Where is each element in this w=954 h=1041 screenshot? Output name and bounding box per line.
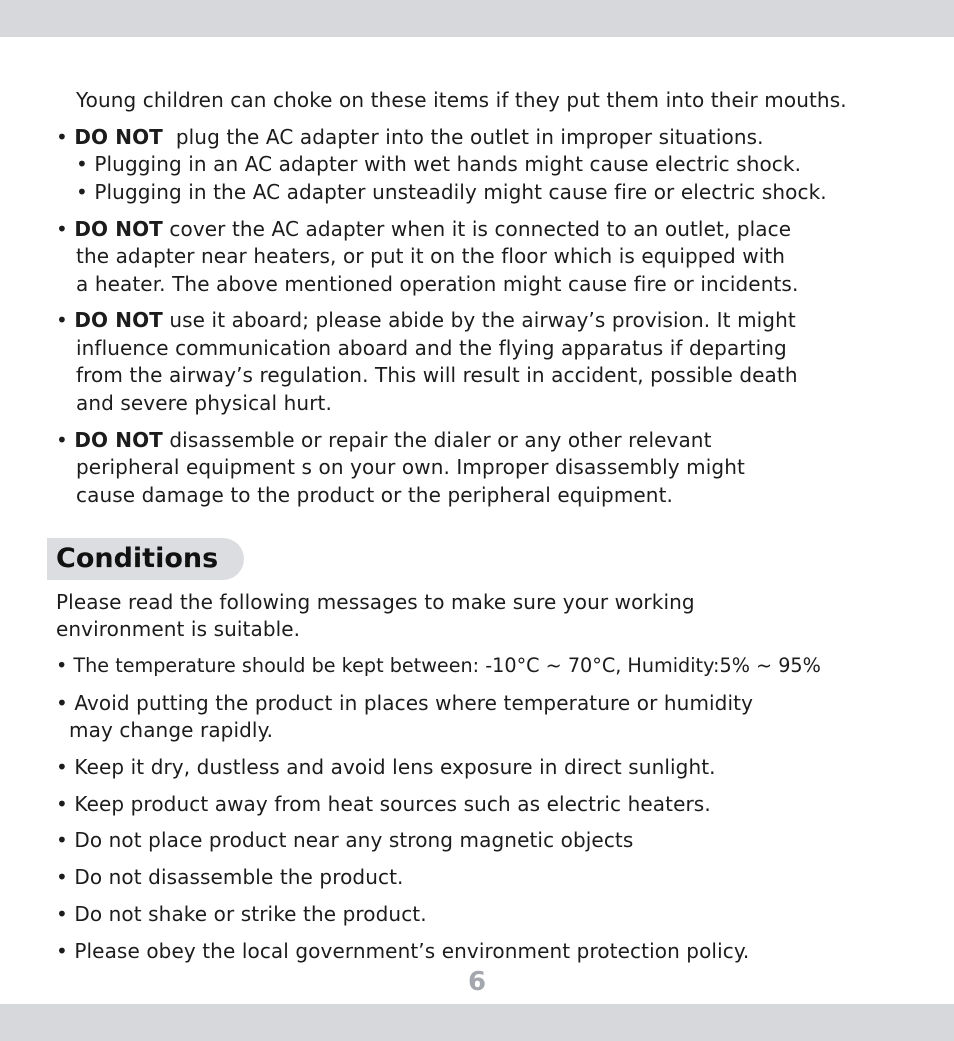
warning-aboard: • DO NOT use it aboard; please abide by the airway’s provision. It might <box>56 308 796 332</box>
warning-text-line: the adapter near heaters, or put it on the floor which is equipped with <box>76 244 786 268</box>
warning-sub-item: • Plugging in the AC adapter unsteadily might cause fire or electric shock. <box>76 180 827 204</box>
warning-text-line: from the airway’s regulation. This will result in accident, possible death <box>76 363 798 387</box>
page-number: 6 <box>467 967 487 997</box>
condition-item: • Keep product away from heat sources such as electric heaters. <box>56 792 711 816</box>
do-not-label: DO NOT <box>74 308 163 332</box>
condition-item: • Do not place product near any strong magnetic objects <box>56 828 634 852</box>
condition-item: • The temperature should be kept between: -10°C ~ 70°C, Humidity:5% ~ 95% <box>56 654 821 677</box>
warning-text-line: a heater. The above mentioned operation might cause fire or incidents. <box>76 272 799 296</box>
header-band <box>0 0 954 37</box>
warning-adapter-outlet: • DO NOT plug the AC adapter into the outlet in improper situations. <box>56 125 764 149</box>
warning-text-line: cause damage to the product or the peripheral equipment. <box>76 483 673 507</box>
conditions-intro: Please read the following messages to make sure your working <box>56 590 695 614</box>
warning-adapter-cover: • DO NOT cover the AC adapter when it is connected to an outlet, place <box>56 217 792 241</box>
warning-sub-item: • Plugging in an AC adapter with wet hands might cause electric shock. <box>76 152 802 176</box>
warning-intro: Young children can choke on these items if they put them into their mouths. <box>76 88 847 112</box>
warning-text: disassemble or repair the dialer or any other relevant <box>169 428 712 452</box>
warning-text-line: peripheral equipment s on your own. Improper disassembly might <box>76 455 745 479</box>
warning-text: plug the AC adapter into the outlet in improper situations. <box>175 125 764 149</box>
warning-text: use it aboard; please abide by the airway’s provision. It might <box>169 308 796 332</box>
condition-item: • Do not shake or strike the product. <box>56 902 427 926</box>
condition-item: • Avoid putting the product in places where temperature or humidity <box>56 691 754 715</box>
condition-item: • Do not disassemble the product. <box>56 865 404 889</box>
conditions-intro: environment is suitable. <box>56 617 301 641</box>
warning-text-line: and severe physical hurt. <box>76 391 332 415</box>
warning-disassemble: • DO NOT disassemble or repair the dialer or any other relevant <box>56 428 712 452</box>
warning-text-line: influence communication aboard and the flying apparatus if departing <box>76 336 787 360</box>
warning-text: cover the AC adapter when it is connected to an outlet, place <box>169 217 792 241</box>
do-not-label: DO NOT <box>74 428 163 452</box>
footer-band <box>0 1004 954 1041</box>
condition-item: • Keep it dry, dustless and avoid lens exposure in direct sunlight. <box>56 755 716 779</box>
do-not-label: DO NOT <box>74 125 163 149</box>
condition-item: • Please obey the local government’s environment protection policy. <box>56 939 750 963</box>
section-title-conditions: Conditions <box>56 543 219 574</box>
do-not-label: DO NOT <box>74 217 163 241</box>
condition-item-continuation: may change rapidly. <box>69 718 274 742</box>
